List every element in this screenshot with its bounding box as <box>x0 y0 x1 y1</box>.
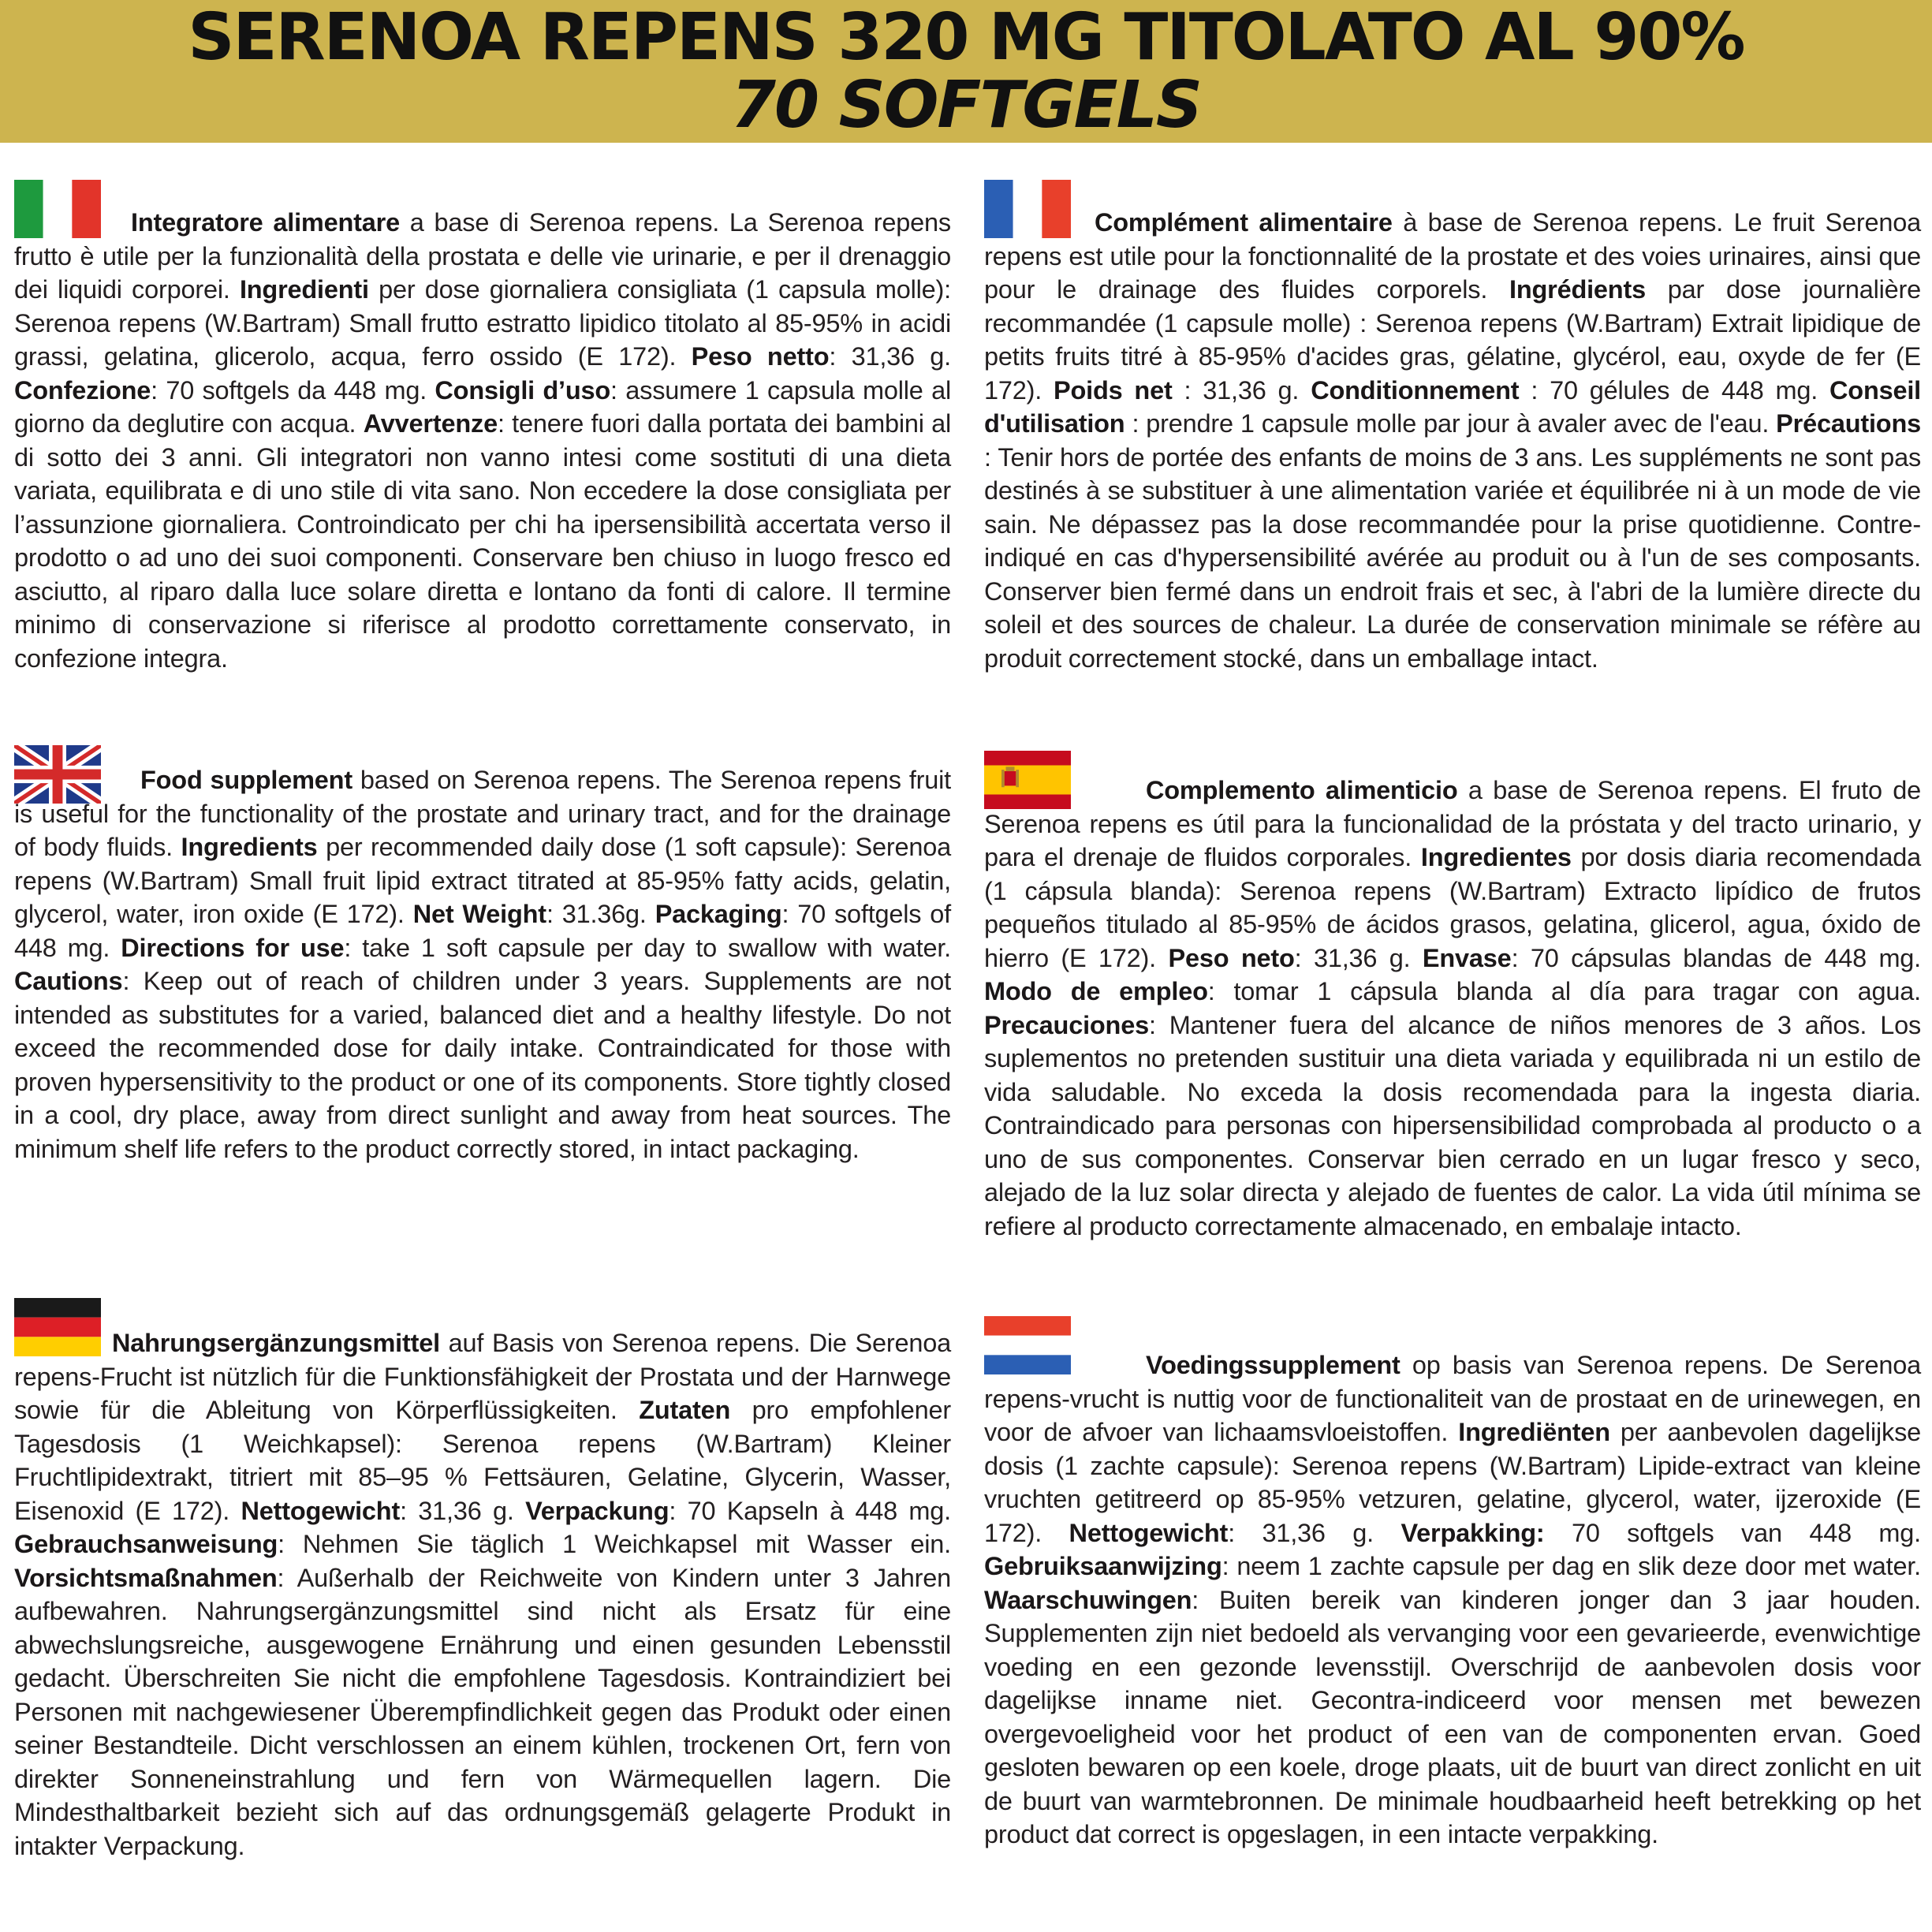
directions-label: Consigli d’uso <box>435 375 611 405</box>
product-type-label: Nahrungsergänzungsmittel <box>112 1329 440 1357</box>
net-weight-label: Peso neto <box>1168 943 1295 972</box>
net-weight-label: Net Weight <box>412 900 546 928</box>
description-french: Complément alimentaire à base de Serenoa repens. Le fruit Serenoa repens est utile pour la fonctionnalité de la prostate et des voies urinaires, ainsi que pour le drainage des fluides corporels. Ingrédients par dose journalière recommandée (1 capsule molle) : Serenoa repens (W.Bartram) Extrait lipidique de petits fruits titré à 85-95% d'acides gras, gélatine, glycérol, eau, oxyde de fer (E 172). Poids net : 31,36 g. Conditionnement : 70 gélules de 448 mg. Conseil d'utilisation : prendre 1 capsule molle par jour à avaler avec de l'eau. Précautions : Tenir hors de portée des enfants de moins de 3 ans. Les suppléments ne sont pas destinés à se substituer à une alimentation variée et équilibrée ni à un mode de vie sain. Ne dépassez pas la dose recommandée pour la prise quotidienne. Contre-indiqué en cas d'hypersensibilité avérée au produit ou à l'un de ses composants. Conserver bien fermé dans un endroit frais et sec, à l'abri de la lumière directe du soleil et des sources de chaleur. La durée de conservation minimale se réfère au produit correctement stocké, dans un emballage intact. <box>984 208 1922 673</box>
product-type-label: Complément alimentaire <box>1095 208 1393 237</box>
product-type-label: Voedingssupplement <box>1146 1351 1401 1379</box>
title-banner <box>0 0 1932 143</box>
ingredients-label: Ingredients <box>181 833 318 861</box>
product-type-label: Integratore alimentare <box>131 208 400 237</box>
product-subtitle: 70 SOFTGELS <box>730 68 1201 143</box>
warnings-label: Avvertenze <box>363 409 498 438</box>
warnings-label: Precauciones <box>984 1010 1149 1039</box>
warnings-label: Précautions <box>1776 409 1921 438</box>
description-german: Nahrungsergänzungsmittel auf Basis von Serenoa repens. Die Serenoa repens-Frucht ist nützlich für die Funktionsfähigkeit der Prostata und der Harnwege sowie für die Ableitung von Körperflüssigkeiten. Zutaten pro empfohlener Tagesdosis (1 Weichkapsel): Serenoa repens (W.Bartram) Kleiner Fruchtlipidextrakt, titriert mit 85–95 % Fettsäuren, Gelatine, Glycerin, Wasser, Eisenoxid (E 172). Nettogewicht: 31,36 g. Verpackung: 70 Kapseln à 448 mg. Gebrauchsanweisung: Nehmen Sie täglich 1 Weichkapsel mit Wasser ein. Vorsichtsmaßnahmen: Außerhalb der Reichweite von Kindern unter 3 Jahren aufbewahren. Nahrungsergänzungsmittel sind nicht als Ersatz für eine abwechslungsreiche, ausgewogene Ernährung und einen gesunden Lebensstil gedacht. Überschreiten Sie nicht die empfohlene Tagesdosis. Kontraindiziert bei Personen mit nachgewiesener Überempfindlichkeit gegen das Produkt oder einen seiner Bestandteile. Dicht verschlossen an einem kühlen, trockenen Ort, fern von direkter Sonneneinstrahlung und fern von Wärmequellen lagern. Die Mindesthaltbarkeit bezieht sich auf das ordnungsgemäß gelagerte Produkt in intakter Verpackung. <box>14 1329 951 1860</box>
ingredients-label: Ingredientes <box>1420 843 1572 871</box>
product-type-label: Food supplement <box>140 766 352 794</box>
packaging-label: Envase <box>1422 943 1512 972</box>
packaging-label: Packaging <box>655 900 782 928</box>
warnings-label: Vorsichtsmaßnahmen <box>14 1563 278 1592</box>
packaging-label: Conditionnement <box>1311 375 1520 405</box>
packaging-label: Confezione <box>14 375 151 405</box>
packaging-label: Verpackung <box>525 1496 669 1525</box>
warnings-label: Cautions <box>14 967 123 995</box>
warnings-label: Waarschuwingen <box>984 1585 1192 1614</box>
packaging-label: Verpakking: <box>1401 1518 1545 1547</box>
description-italian: Integratore alimentare a base di Serenoa repens. La Serenoa repens frutto è utile per la funzionalità della prostata e delle vie urinarie, e per il drenaggio dei liquidi corporei. Ingredienti per dose giornaliera consigliata (1 capsula molle): Serenoa repens (W.Bartram) Small frutto estratto lipidico titolato al 85-95% in acidi grassi, gelatina, glicerolo, acqua, ferro ossido (E 172). Peso netto: 31,36 g. Confezione: 70 softgels da 448 mg. Consigli d’uso: assumere 1 capsula molle al giorno da deglutire con acqua. Avvertenze: tenere fuori dalla portata dei bambini al di sotto dei 3 anni. Gli integratori non vanno intesi come sostituti di una dieta variata, equilibrata e di uno stile di vita sano. Non eccedere la dose consigliata per l’assunzione giornaliera. Controindicato per chi ha ipersensibilità accertata verso il prodotto o ad uno dei suoi componenti. Conservare ben chiuso in luogo fresco ed asciutto, al riparo dalla luce solare diretta e lontano da fonti di calore. Il termine minimo di conservazione si riferisce al prodotto correttamente conservato, in confezione integra. <box>14 208 951 673</box>
net-weight-label: Peso netto <box>691 342 830 371</box>
product-title: SERENOA REPENS 320 MG TITOLATO AL 90% <box>188 0 1744 75</box>
net-weight-label: Poids net <box>1054 375 1173 405</box>
ingredients-label: Ingredienti <box>239 275 369 304</box>
directions-label: Gebrauchsanweisung <box>14 1530 278 1558</box>
net-weight-label: Nettogewicht <box>241 1496 401 1525</box>
description-spanish: Complemento alimenticio a base de Serenoa repens. El fruto de Serenoa repens es útil para la funcionalidad de la próstata y del tracto urinario, y para el drenaje de fluidos corporales. Ingredientes por dosis diaria recomendada (1 cápsula blanda): Serenoa repens (W.Bartram) Extracto lipídico de frutos pequeños titulado al 85-95% de ácidos grasos, gelatina, glicerol, agua, óxido de hierro (E 172). Peso neto: 31,36 g. Envase: 70 cápsulas blandas de 448 mg. Modo de empleo: tomar 1 cápsula blanda al día para tragar con agua. Precauciones: Mantener fuera del alcance de niños menores de 3 años. Los suplementos no pretenden sustituir una dieta variada y equilibrada ni un estilo de vida saludable. No exceda la dosis recomendada para la ingesta diaria. Contraindicado para personas con hipersensibilidad comprobada al producto o a uno de sus componentes. Conservar bien cerrado en un lugar fresco y seco, alejado de la luz solar directa y alejado de fuentes de calor. La vida útil mínima se refiere al producto correctamente almacenado, en embalaje intacto. <box>984 776 1922 1240</box>
product-type-label: Complemento alimenticio <box>1146 776 1458 804</box>
ingredients-label: Zutaten <box>639 1396 731 1424</box>
description-english: Food supplement based on Serenoa repens. The Serenoa repens fruit is useful for the functionality of the prostate and urinary tract, and for the drainage of body fluids. Ingredients per recommended daily dose (1 soft capsule): Serenoa repens (W.Bartram) Small fruit lipid extract titrated at 85-95% fatty acids, gelatin, glycerol, water, iron oxide (E 172). Net Weight: 31.36g. Packaging: 70 softgels of 448 mg. Directions for use: take 1 soft capsule per day to swallow with water. Cautions: Keep out of reach of children under 3 years. Supplements are not intended as substitutes for a varied, balanced diet and a healthy lifestyle. Do not exceed the recommended dose for daily intake. Contraindicated for those with proven hypersensitivity to the product or one of its components. Store tightly closed in a cool, dry place, away from direct sunlight and away from heat sources. The minimum shelf life refers to the product correctly stored, in intact packaging. <box>14 766 951 1163</box>
net-weight-label: Nettogewicht <box>1069 1518 1229 1547</box>
directions-label: Gebruiksaanwijzing <box>984 1552 1222 1580</box>
description-dutch: Voedingssupplement op basis van Serenoa repens. De Serenoa repens-vrucht is nuttig voor de functionaliteit van de prostaat en de urinewegen, en voor de afvoer van lichaamsvloeistoffen. Ingrediënten per aanbevolen dagelijkse dosis (1 zachte capsule): Serenoa repens (W.Bartram) Lipide-extract van kleine vruchten getitreerd op 85-95% vetzuren, gelatine, glycerol, water, ijzeroxide (E 172). Nettogewicht: 31,36 g. Verpakking: 70 softgels van 448 mg. Gebruiksaanwijzing: neem 1 zachte capsule per dag en slik deze door met water. Waarschuwingen: Buiten bereik van kinderen jonger dan 3 jaar houden. Supplementen zijn niet bedoeld als vervanging voor een gevarieerde, evenwichtige voeding en een gezonde levensstijl. Overschrijd de aanbevolen dosis voor dagelijkse inname niet. Gecontra-indiceerd voor mensen met bewezen overgevoeligheid voor het product of een van de componenten ervan. Goed gesloten bewaren op een koele, droge plaats, uit de buurt van direct zonlicht en uit de buurt van warmtebronnen. De minimale houdbaarheid heeft betrekking op het product dat correct is opgeslagen, in een intacte verpakking. <box>984 1351 1922 1848</box>
directions-label: Directions for use <box>121 933 345 962</box>
directions-label: Modo de empleo <box>984 977 1208 1005</box>
ingredients-label: Ingrédients <box>1509 275 1646 304</box>
directions-label: Conseil d'utilisation <box>984 375 1922 438</box>
ingredients-label: Ingrediënten <box>1458 1418 1610 1446</box>
